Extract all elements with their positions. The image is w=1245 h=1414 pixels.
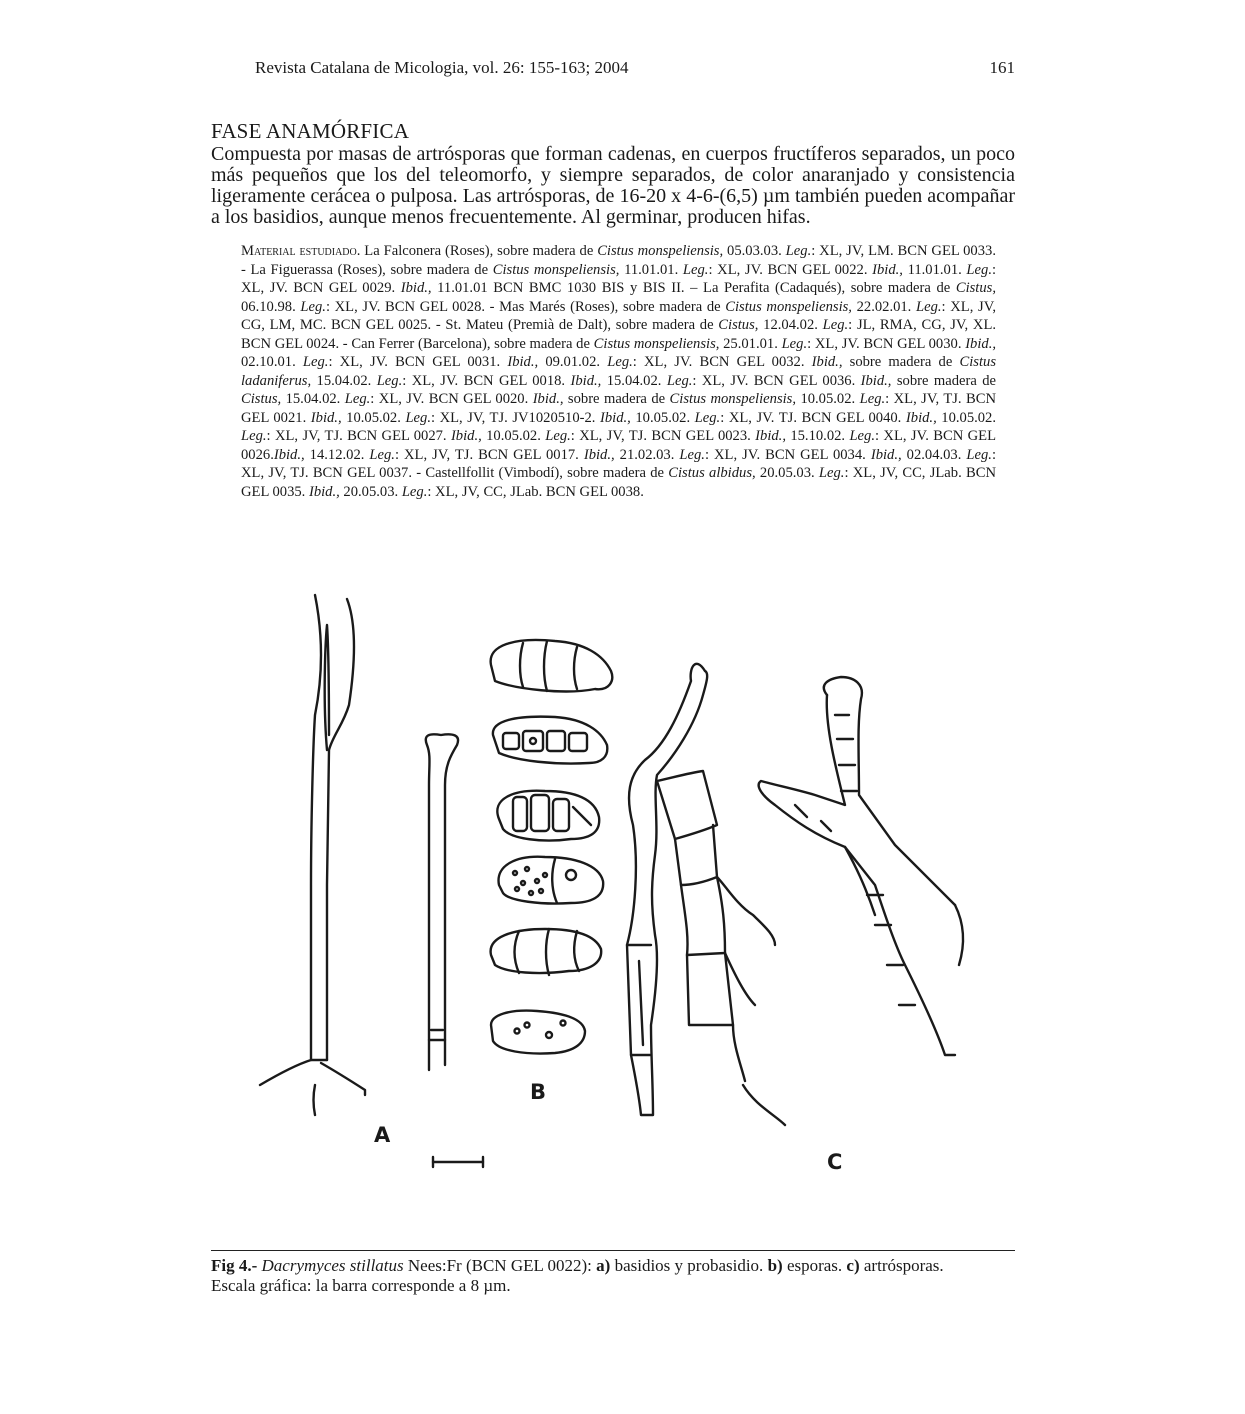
caption-authority: Nees:Fr (BCN GEL 0022): [403, 1256, 597, 1275]
material-segment: : XL, JV. BCN GEL 0032. [632, 354, 812, 370]
material-segment: 10.05.02. [936, 409, 997, 426]
material-segment: Cistus monspeliensis, [492, 261, 620, 278]
material-segment: 14.12.02. [304, 446, 370, 463]
material-segment: Ibid., [308, 483, 340, 500]
material-segment: 22.02.01. [851, 298, 916, 315]
material-segment: Leg. [376, 372, 403, 389]
material-segment: 20.05.03. [339, 483, 402, 500]
material-segment: Leg. [344, 391, 371, 407]
caption-a-letter: a) [596, 1256, 611, 1275]
material-segment: Cistus, [241, 391, 282, 407]
material-segment: : XL, JV. BCN GEL 0036. [692, 372, 861, 389]
figure-label-a: A [374, 1123, 391, 1147]
spores [491, 640, 613, 1054]
arthrospore-chains [627, 664, 963, 1125]
material-segment: Leg. [302, 354, 329, 370]
material-segment: Ibid., [870, 446, 902, 463]
material-segment: : XL, JV. BCN GEL 0020. [370, 391, 533, 407]
material-segment: 15.04.02. [601, 372, 667, 389]
caption-c-letter: c) [846, 1256, 860, 1275]
material-segment: : XL, JV. BCN GEL 0022. [708, 261, 873, 278]
material-segment: Leg. [679, 446, 705, 463]
material-segment: : JL, RMA, CG, JV, XL. BCN GEL 0024. - Can Ferrer (Barcelona), sobre madera de [241, 317, 997, 352]
basidium-forked [260, 595, 365, 1115]
material-segment: Ibid., [400, 280, 432, 296]
material-segment: Leg. [818, 465, 845, 481]
material-segment: 15.10.02. [785, 428, 850, 444]
material-segment: sobre madera de [842, 354, 960, 370]
material-segment: Leg. [300, 298, 326, 315]
material-segment: Cistus albidus, [668, 465, 756, 481]
material-segment: Ibid., [600, 409, 631, 426]
figure-4 [255, 585, 985, 1175]
material-segment: 11.01.01. [902, 261, 967, 278]
scale-bar [433, 1157, 483, 1167]
material-segment: 15.04.02. [311, 372, 377, 389]
probasidium [426, 734, 458, 1070]
material-segment: Cistus monspeliensis, [669, 391, 797, 407]
material-segment: 10.05.02. [341, 409, 406, 426]
material-segment: 05.03.03. [723, 243, 786, 259]
material-segment: Cistus monspeliensis, [725, 298, 852, 315]
material-lead: Material estudiado. [241, 243, 361, 259]
material-segment: Leg. [682, 261, 709, 278]
material-segment: Leg. [545, 428, 571, 444]
journal-citation: Revista Catalana de Micologia, vol. 26: 155-163; 2004 [255, 58, 629, 77]
material-segment: 10.05.02. [796, 391, 860, 407]
material-segment: : XL, JV, TJ. BCN GEL 0027. [266, 428, 451, 444]
material-segment: Leg. [859, 391, 886, 407]
running-header [255, 58, 1015, 84]
material-segment: Leg. [966, 446, 992, 463]
material-studied [241, 242, 996, 501]
material-segment: Cistus ladaniferus, [241, 354, 997, 389]
section-title: FASE ANAMÓRFICA [211, 119, 410, 143]
material-segment: Ibid., [532, 391, 564, 407]
material-segment: 10.05.02. [481, 428, 546, 444]
material-segment: Leg. [781, 335, 808, 352]
material-segment: La Falconera (Roses), sobre madera de [360, 243, 598, 259]
material-segment: : XL, JV, TJ. BCN GEL 0037. - Castellfollit (Vimbodí), sobre madera de [241, 446, 996, 481]
material-segment: Leg. [849, 428, 875, 444]
material-segment: Ibid., [905, 409, 937, 426]
material-segment: 09.01.02. [538, 354, 608, 370]
material-segment: 20.05.03. [755, 465, 819, 481]
material-segment: 11.01.01. [619, 261, 683, 278]
material-segment: : XL, JV. BCN GEL 0031. [328, 354, 508, 370]
material-segment: : XL, JV. BCN GEL 0030. [807, 335, 966, 352]
material-segment: : XL, JV, CC, JLab. BCN GEL 0038. [427, 483, 644, 500]
material-segment: Cistus monspeliensis, [597, 243, 724, 259]
material-segment: Ibid., [811, 354, 843, 370]
figure-label-b: B [530, 1080, 547, 1104]
material-segment: : XL, JV. BCN GEL 0026. [241, 428, 996, 463]
material-segment: : XL, JV. BCN GEL 0028. - Mas Marés (Roses), sobre madera de [325, 298, 726, 315]
material-segment: Leg. [369, 446, 395, 463]
material-segment: 10.05.02. [630, 409, 695, 426]
material-segment: : XL, JV, TJ. BCN GEL 0021. [241, 391, 996, 426]
material-segment: Ibid., [755, 428, 786, 444]
caption-b-letter: b) [767, 1256, 783, 1275]
material-segment: 25.01.01. [719, 335, 782, 352]
material-segment: : XL, JV. BCN GEL 0018. [402, 372, 571, 389]
material-segment: Leg. [785, 243, 812, 259]
material-body [241, 243, 996, 500]
material-segment: Ibid., [965, 335, 996, 352]
caption-c-text: artrósporas. [859, 1256, 944, 1275]
material-segment: sobre madera de [563, 391, 670, 407]
material-segment: Ibid., [310, 409, 342, 426]
material-segment: Leg. [666, 372, 693, 389]
material-segment: Cistus, [718, 317, 759, 333]
material-segment: Ibid., [507, 354, 539, 370]
material-segment: : XL, JV, TJ. BCN GEL 0017. [394, 446, 584, 463]
material-segment: : XL, JV. TJ. BCN GEL 0040. [720, 409, 906, 426]
material-segment: Leg. [405, 409, 431, 426]
material-segment: Leg. [966, 261, 992, 278]
material-segment: : XL, JV. BCN GEL 0029. [241, 261, 997, 296]
body-paragraph: Compuesta por masas de artrósporas que forman cadenas, en cuerpos fructíferos separados, un poco más pequeños que los del teleomorfo, y siempre separados, de color anaranjado y consistencia ligeramente cerácea o pulposa. Las artrósporas, de 16-20 x 4-6-(6,5) µm también pueden acompañar a los basidios, aunque menos frecuentemente. Al germinar, producen hifas. [211, 143, 1015, 228]
material-segment: Ibid., [570, 372, 602, 389]
material-segment: : XL, JV, TJ. JV1020510-2. [430, 409, 600, 426]
material-segment: : XL, JV, CG, LM, MC. BCN GEL 0025. - St. Mateu (Premià de Dalt), sobre madera de [241, 298, 996, 333]
material-segment: : XL, JV. BCN GEL 0034. [704, 446, 871, 463]
material-segment: Leg. [241, 428, 267, 444]
material-segment: Leg. [822, 317, 849, 333]
figure-caption [211, 1256, 1015, 1296]
material-segment: sobre madera de [891, 372, 996, 389]
caption-rule [211, 1250, 1015, 1251]
caption-scale-note: Escala gráfica: la barra corresponde a 8 µm. [211, 1276, 511, 1295]
material-segment: Ibid., [450, 428, 482, 444]
figure-label-c: C [827, 1150, 843, 1174]
material-segment: Leg. [607, 354, 633, 370]
material-segment: Ibid., [273, 446, 305, 463]
page-number: 161 [989, 58, 1015, 77]
material-segment: : XL, JV, LM. BCN GEL 0033. - La Figuerassa (Roses), sobre madera de [241, 243, 996, 278]
caption-fig-label: Fig 4.- [211, 1256, 258, 1275]
caption-a-text: basidios y probasidio. [610, 1256, 768, 1275]
material-segment: Ibid., [872, 261, 903, 278]
material-segment: 06.10.98. [241, 298, 301, 315]
material-segment: Ibid., [583, 446, 615, 463]
material-segment: 02.10.01. [241, 354, 303, 370]
material-segment: 02.04.03. [901, 446, 967, 463]
material-segment: Cistus, [955, 280, 996, 296]
material-segment: Leg. [916, 298, 942, 315]
material-segment: 11.01.01 BCN BMC 1030 BIS y BIS II. – La Perafita (Cadaqués), sobre madera de [431, 280, 956, 296]
material-segment: 21.02.03. [614, 446, 680, 463]
material-segment: 12.04.02. [758, 317, 823, 333]
figure-drawing [255, 585, 985, 1175]
material-segment: : XL, JV, TJ. BCN GEL 0023. [570, 428, 756, 444]
material-segment: 15.04.02. [281, 391, 345, 407]
material-segment: : XL, JV, CC, JLab. BCN GEL 0035. [241, 465, 996, 500]
material-segment: Cistus monspeliensis, [593, 335, 720, 352]
caption-b-text: esporas. [782, 1256, 847, 1275]
material-segment: Ibid., [860, 372, 892, 389]
material-segment: Leg. [401, 483, 428, 500]
caption-species: Dacrymyces stillatus [261, 1256, 404, 1275]
material-segment: Leg. [694, 409, 721, 426]
